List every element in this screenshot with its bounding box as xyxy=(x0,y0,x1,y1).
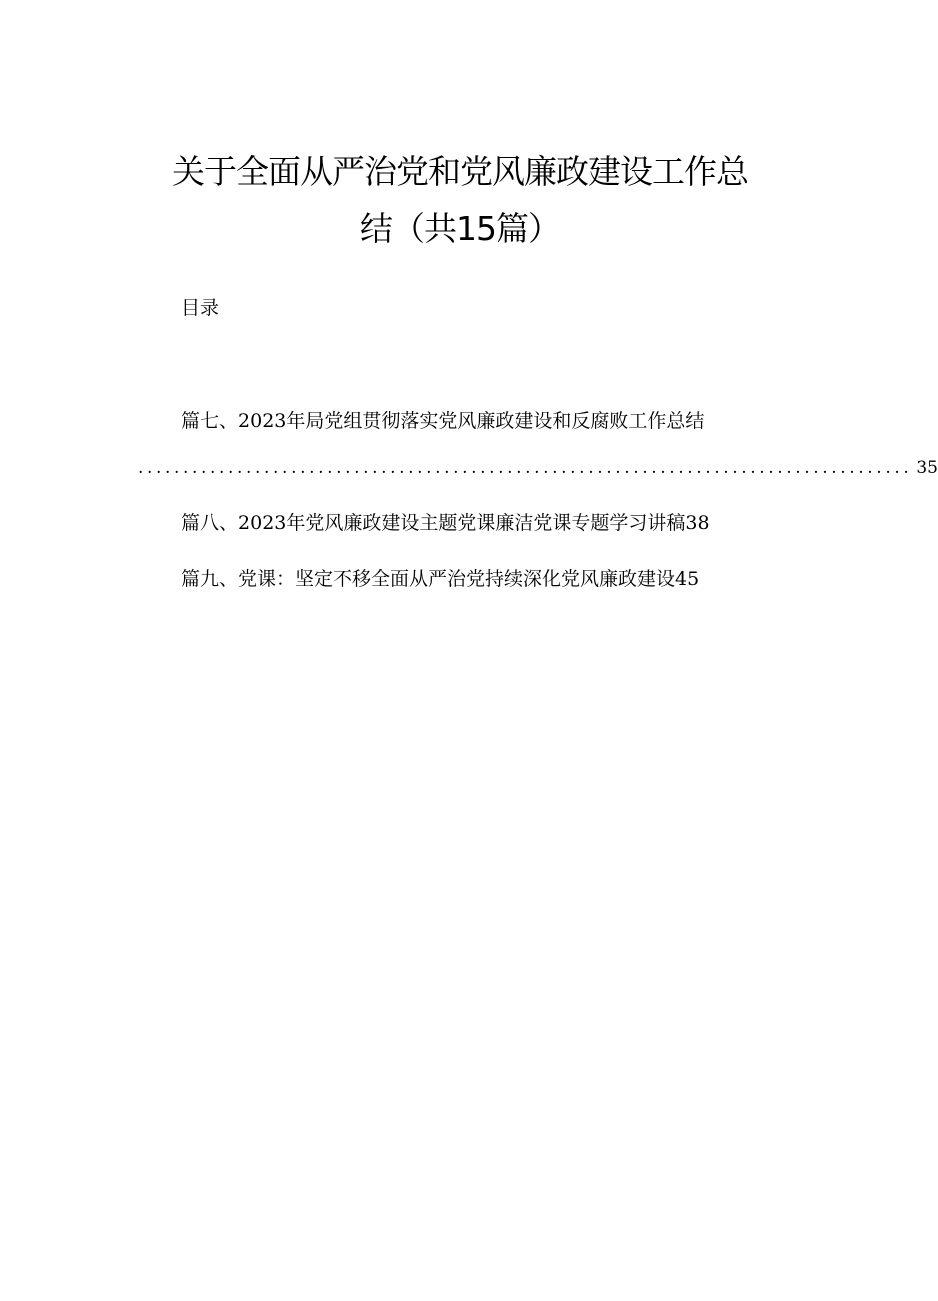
toc-entry-prefix: 篇八、 xyxy=(181,512,239,534)
toc-entry-7-leader xyxy=(138,458,938,478)
toc-entry-page-number: 35 xyxy=(916,458,938,478)
toc-entry-year: 2023 xyxy=(238,512,287,534)
toc-entry-9[interactable] xyxy=(181,570,699,589)
toc-entry-8[interactable] xyxy=(181,514,710,533)
document-title-line-1: 关于全面从严治党和党风廉政建设工作总 xyxy=(172,152,748,191)
toc-heading: 目录 xyxy=(181,297,220,319)
toc-entry-prefix: 篇七、 xyxy=(181,410,239,432)
toc-entry-page-number: 38 xyxy=(685,512,710,534)
document-title-line-2: 结（共15篇） xyxy=(360,209,560,248)
toc-entry-year: 2023 xyxy=(238,410,287,432)
toc-entry-page-number: 45 xyxy=(675,568,700,590)
toc-entry-text: 党课：坚定不移全面从严治党持续深化党风廉政建设 xyxy=(238,568,676,590)
toc-entry-prefix: 篇九、 xyxy=(181,568,239,590)
toc-entry-text: 年党风廉政建设主题党课廉洁党课专题学习讲稿 xyxy=(286,512,686,534)
toc-entry-7[interactable] xyxy=(181,412,704,431)
toc-entry-text: 年局党组贯彻落实党风廉政建设和反腐败工作总结 xyxy=(286,410,705,432)
toc-leader-dots: ...................................................................................... xyxy=(138,458,913,478)
